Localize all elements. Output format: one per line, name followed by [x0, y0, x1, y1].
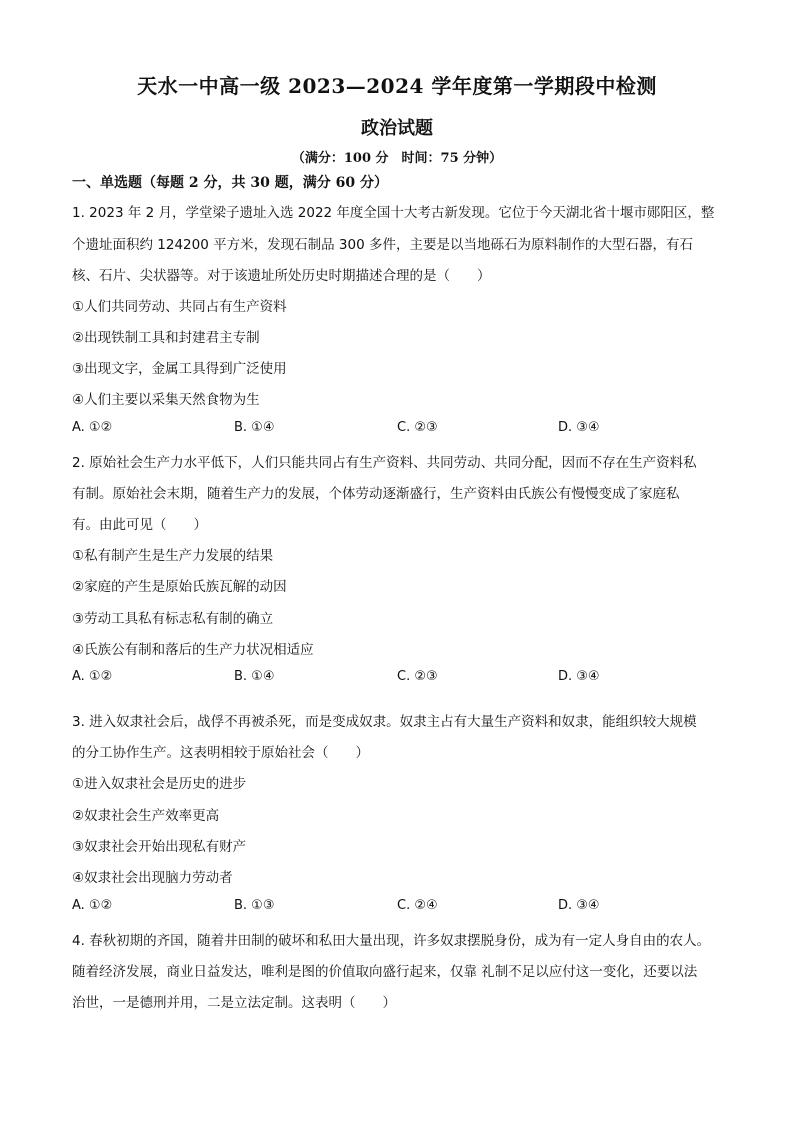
question-2-statement: ①私有制产生是生产力发展的结果: [72, 548, 274, 564]
option-b: B. ①③: [234, 898, 275, 913]
option-a: A. ①②: [72, 898, 113, 913]
option-c: C. ②③: [397, 420, 438, 435]
question-3-stem-line: 的分工协作生产。这表明相较于原始社会（ ）: [72, 745, 369, 761]
question-1-statement: ①人们共同劳动、共同占有生产资料: [72, 299, 287, 315]
option-d: D. ③④: [558, 420, 600, 435]
question-3-statement: ④奴隶社会出现脑力劳动者: [72, 870, 233, 886]
question-3-options: [72, 898, 732, 918]
question-3-statement: ②奴隶社会生产效率更高: [72, 808, 220, 824]
question-4-stem-line: 治世，一是德刑并用，二是立法定制。这表明（ ）: [72, 995, 396, 1011]
exam-title: 天水一中高一级 2023—2024 学年度第一学期段中检测: [137, 74, 657, 98]
question-4-stem-line: 4. 春秋初期的齐国，随着井田制的破坏和私田大量出现，许多奴隶摆脱身份，成为有一定人身自由的农人。: [72, 933, 711, 949]
question-1-stem-line: 个遗址面积约 124200 平方米，发现石制品 300 多件，主要是以当地砾石为原料制作的大型石器，有石: [72, 237, 693, 253]
question-2-statement: ③劳动工具私有标志私有制的确立: [72, 611, 274, 627]
question-1-statement: ④人们主要以采集天然食物为生: [72, 392, 260, 408]
option-b: B. ①④: [234, 669, 275, 684]
question-1-statement: ②出现铁制工具和封建君主专制: [72, 330, 260, 346]
question-1-stem-line: 1. 2023 年 2 月，学堂梁子遗址入选 2022 年度全国十大考古新发现。它位于今天湖北省十堰市郧阳区，整: [72, 205, 715, 221]
option-a: A. ①②: [72, 669, 113, 684]
option-d: D. ③④: [558, 898, 600, 913]
question-2-stem-line: 2. 原始社会生产力水平低下，人们只能共同占有生产资料、共同劳动、共同分配，因而不存在生产资料私: [72, 455, 697, 471]
option-c: C. ②④: [397, 898, 438, 913]
question-1-options: [72, 420, 732, 440]
question-3-stem-line: 3. 进入奴隶社会后，战俘不再被杀死，而是变成奴隶。奴隶主占有大量生产资料和奴隶，能组织较大规模: [72, 714, 697, 730]
question-1-statement: ③出现文字，金属工具得到广泛使用: [72, 361, 287, 377]
question-2-statement: ④氏族公有制和落后的生产力状况相适应: [72, 642, 314, 658]
option-b: B. ①④: [234, 420, 275, 435]
option-c: C. ②③: [397, 669, 438, 684]
question-1-stem-line: 核、石片、尖状器等。对于该遗址所处历史时期描述合理的是（ ）: [72, 268, 491, 284]
question-4-stem-line: 随着经济发展，商业日益发达，唯利是图的价值取向盛行起来，仅靠 礼制不足以应付这一变化，还要以法: [72, 964, 698, 980]
section-heading: 一、单选题（每题 2 分，共 30 题，满分 60 分）: [72, 175, 388, 191]
question-2-statement: ②家庭的产生是原始氏族瓦解的动因: [72, 579, 287, 595]
option-a: A. ①②: [72, 420, 113, 435]
question-3-statement: ③奴隶社会开始出现私有财产: [72, 839, 247, 855]
option-d: D. ③④: [558, 669, 600, 684]
question-2-stem-line: 有制。原始社会末期，随着生产力的发展，个体劳动逐渐盛行，生产资料由氏族公有慢慢变成了家庭私: [72, 486, 680, 502]
question-3-statement: ①进入奴隶社会是历史的进步: [72, 776, 247, 792]
exam-meta: （满分：100 分 时间：75 分钟）: [291, 151, 503, 166]
question-2-stem-line: 有。由此可见（ ）: [72, 517, 207, 533]
subject-title: 政治试题: [361, 118, 433, 139]
question-2-options: [72, 669, 732, 689]
